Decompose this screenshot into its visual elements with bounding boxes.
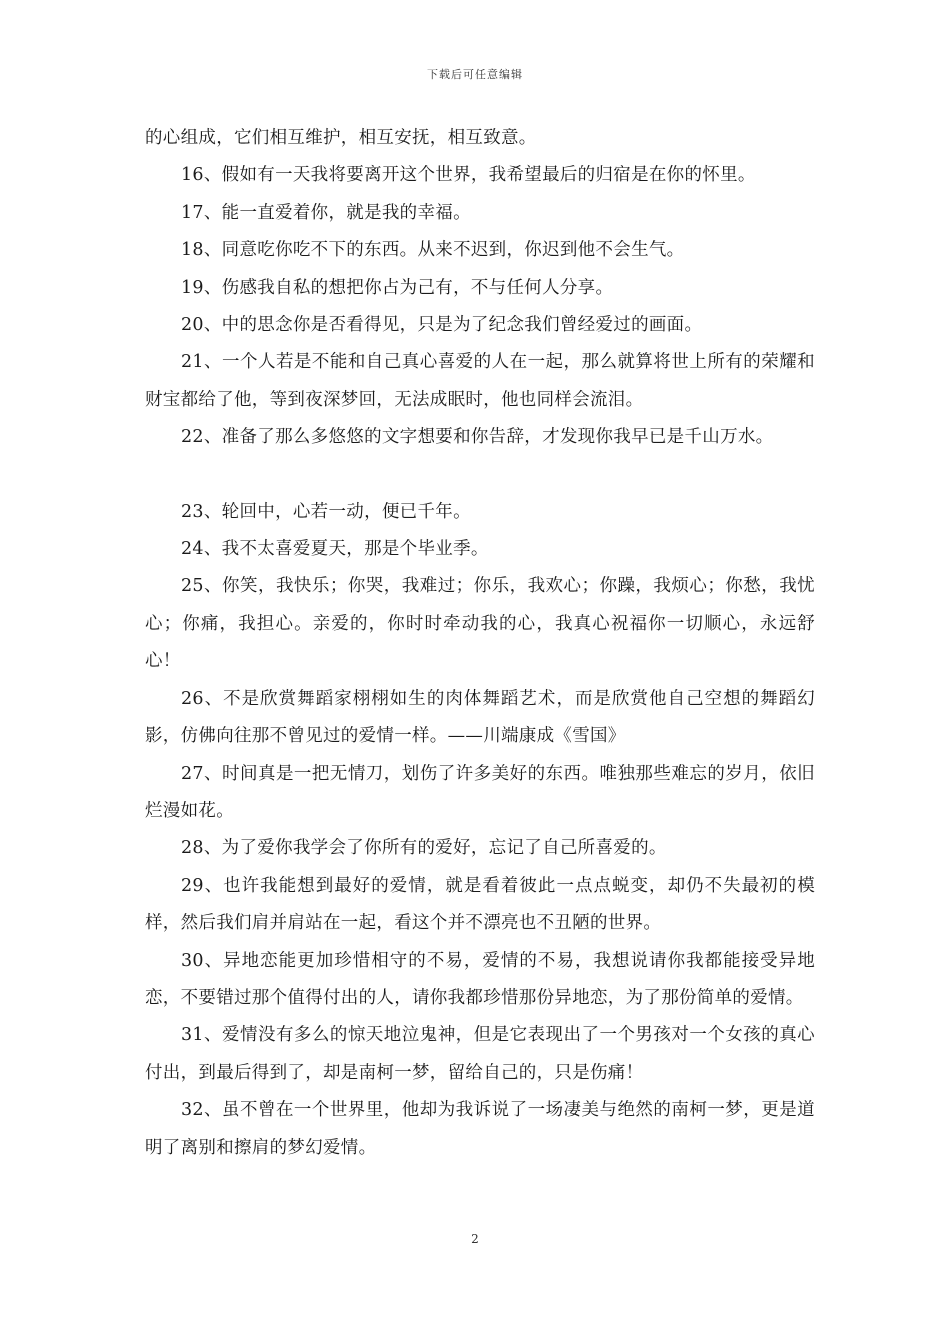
document-body — [145, 120, 815, 1167]
paragraph: 21、一个人若是不能和自己真心喜爱的人在一起，那么就算将世上所有的荣耀和财宝都给了他，等到夜深梦回，无法成眠时，他也同样会流泪。 — [145, 352, 815, 410]
paragraph: 29、也许我能想到最好的爱情，就是看着彼此一点点蜕变，却仍不失最初的模样，然后我们肩并肩站在一起，看这个并不漂亮也不丑陋的世界。 — [145, 875, 815, 934]
page-header: 下载后可任意编辑 — [427, 68, 523, 81]
paragraph: 23、轮回中，心若一动，便已千年。 — [181, 501, 471, 522]
paragraph: 20、中的思念你是否看得见，只是为了纪念我们曾经爱过的画面。 — [181, 315, 703, 336]
paragraph: 17、能一直爱着你，就是我的幸福。 — [181, 202, 471, 223]
paragraph: 27、时间真是一把无情刀，划伤了许多美好的东西。唯独那些难忘的岁月，依旧烂漫如花。 — [145, 763, 815, 821]
paragraph: 31、爱情没有多么的惊天地泣鬼神，但是它表现出了一个男孩对一个女孩的真心付出，到最后得到了，却是南柯一梦，留给自己的，只是伤痛！ — [145, 1025, 815, 1083]
paragraph: 28、为了爱你我学会了你所有的爱好，忘记了自己所喜爱的。 — [181, 838, 667, 859]
paragraph: 32、虽不曾在一个世界里，他却为我诉说了一场凄美与绝然的南柯一梦，更是道明了离别和擦肩的梦幻爱情。 — [145, 1100, 815, 1158]
paragraph: 25、你笑，我快乐；你哭，我难过；你乐，我欢心；你躁，我烦心；你愁，我忧心；你痛，我担心。亲爱的，你时时牵动我的心，我真心祝福你一切顺心，永远舒心！ — [145, 576, 815, 672]
paragraph-group-second — [145, 494, 815, 1167]
paragraph: 26、不是欣赏舞蹈家栩栩如生的肉体舞蹈艺术，而是欣赏他自己空想的舞蹈幻影，仿佛向往那不曾见过的爱情一样。——川端康成《雪国》 — [145, 688, 815, 747]
paragraph: 18、同意吃你吃不下的东西。从来不迟到，你迟到他不会生气。 — [181, 240, 685, 261]
paragraph: 的心组成，它们相互维护，相互安抚，相互致意。 — [145, 128, 537, 148]
paragraph: 24、我不太喜爱夏天，那是个毕业季。 — [181, 539, 489, 560]
paragraph: 22、准备了那么多悠悠的文字想要和你告辞，才发现你我早已是千山万水。 — [181, 427, 774, 448]
paragraph-spacer — [145, 457, 815, 494]
paragraph: 19、伤感我自私的想把你占为己有，不与任何人分享。 — [181, 277, 614, 298]
paragraph-group-first — [145, 120, 815, 457]
page-number: 2 — [471, 1232, 479, 1246]
paragraph: 16、假如有一天我将要离开这个世界，我希望最后的归宿是在你的怀里。 — [181, 165, 756, 186]
paragraph: 30、异地恋能更加珍惜相守的不易，爱情的不易，我想说请你我都能接受异地恋，不要错过那个值得付出的人，请你我都珍惜那份异地恋，为了那份简单的爱情。 — [145, 950, 815, 1008]
